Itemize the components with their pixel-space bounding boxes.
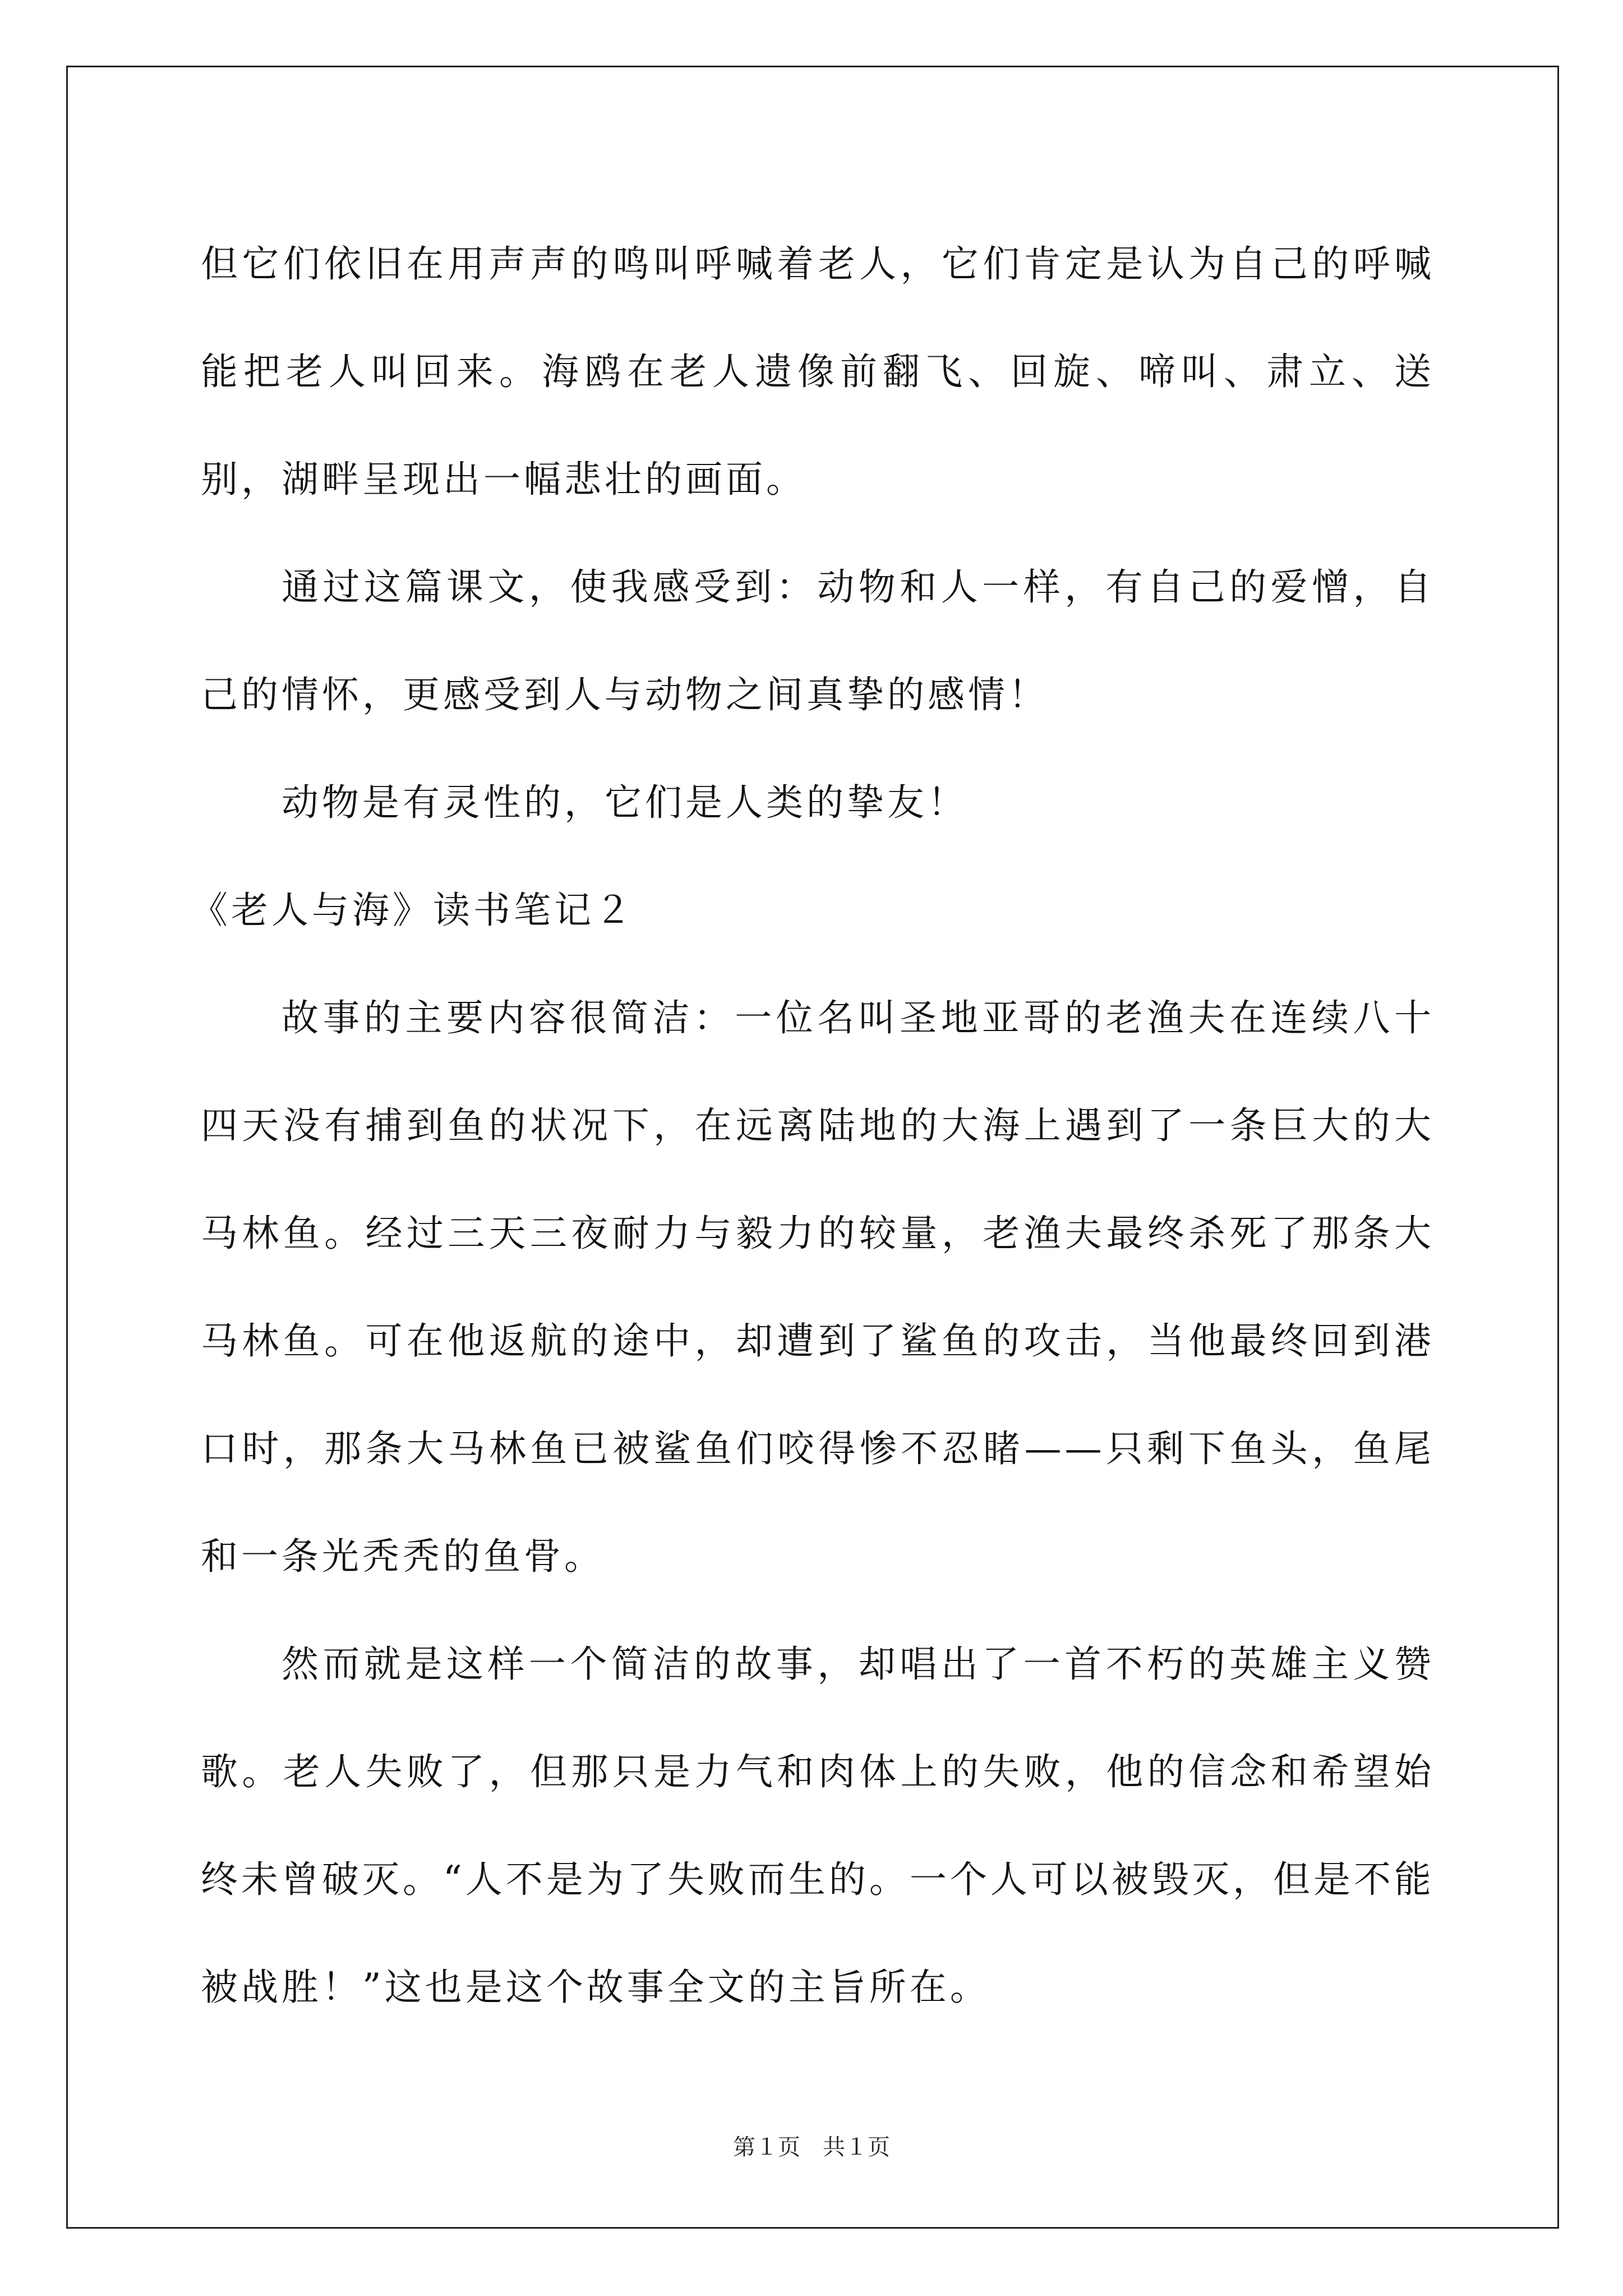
page-footer: 第１页 共１页: [733, 2134, 890, 2160]
document-body: [191, 210, 1435, 2041]
paragraph-heroism: 然而就是这样一个简洁的故事，却唱出了一首不朽的英雄主义赞歌。老人失败了，但那只是力气和肉体上的失败，他的信念和希望始终未曾破灭。“人不是为了失败而生的。一个人可以被毁灭，但是不能被战胜！”这也是这个故事全文的主旨所在。: [201, 1642, 1435, 2009]
paragraph-seagulls: 但它们依旧在用声声的鸣叫呼喊着老人，它们肯定是认为自己的呼喊能把老人叫回来。海鸥在老人遗像前翻飞、回旋、啼叫、肃立、送别，湖畔呈现出一幅悲壮的画面。: [201, 242, 1435, 501]
paragraph-story-summary: 故事的主要内容很简洁：一位名叫圣地亚哥的老渔夫在连续八十四天没有捕到鱼的状况下，在远离陆地的大海上遇到了一条巨大的大马林鱼。经过三天三夜耐力与毅力的较量，老渔夫最终杀死了那条大马林鱼。可在他返航的途中，却遭到了鲨鱼的攻击，当他最终回到港口时，那条大马林鱼已被鲨鱼们咬得惨不忍睹——只剩下鱼头，鱼尾和一条光秃秃的鱼骨。: [201, 996, 1435, 1578]
paragraph-animals: 动物是有灵性的，它们是人类的挚友！: [282, 781, 968, 824]
section-heading: 《老人与海》读书笔记２: [191, 889, 635, 932]
paragraph-feelings: 通过这篇课文，使我感受到：动物和人一样，有自己的爱憎，自己的情怀，更感受到人与动物之间真挚的感情！: [201, 565, 1435, 716]
